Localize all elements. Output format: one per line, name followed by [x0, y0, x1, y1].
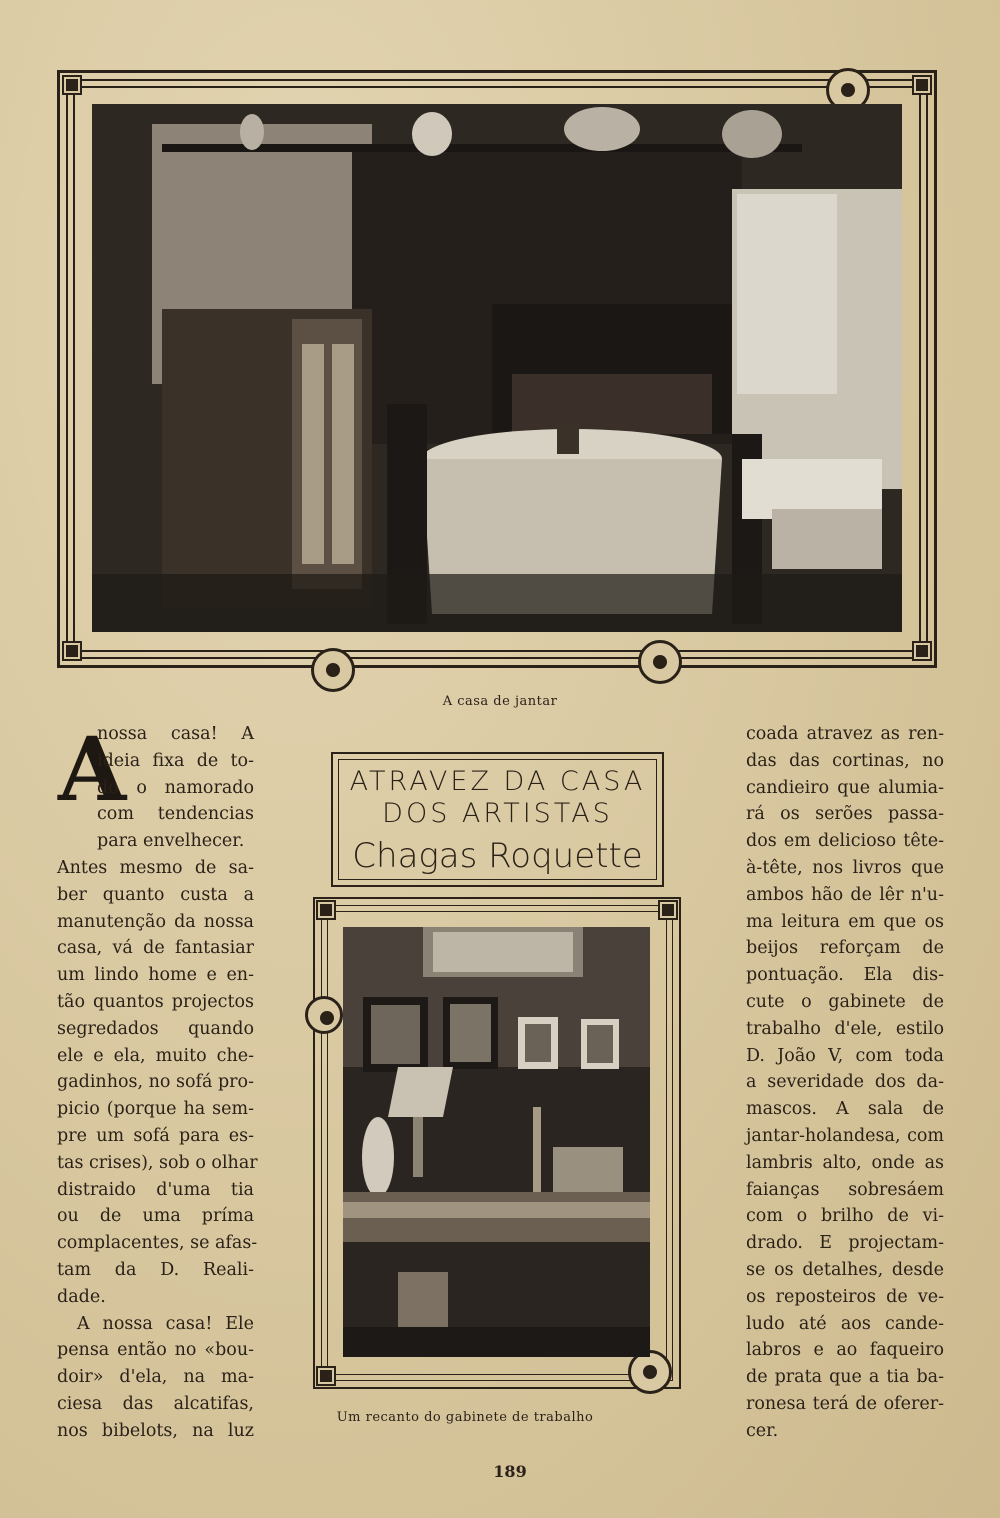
text-line: manutenção da nossa [57, 911, 254, 932]
text-line: ber quanto custa a [57, 884, 254, 905]
text-line: doir» d'ela, na ma- [57, 1367, 254, 1388]
text-line: drado. E projectam- [746, 1233, 944, 1254]
text-line: ideia fixa de to- [97, 750, 254, 771]
text-line: ciesa das alcatifas, [57, 1393, 254, 1414]
frame-corner-square [318, 1368, 334, 1384]
text-line: distraido d'uma tia [57, 1179, 254, 1200]
text-line: rá os serões passa- [746, 804, 944, 825]
text-line: com tendencias [97, 804, 254, 825]
text-line: gadinhos, no sofá pro- [57, 1072, 254, 1093]
text-line: A nossa casa! Ele [77, 1313, 254, 1334]
text-line: tam da D. Reali- [57, 1259, 254, 1280]
text-line: ma leitura em que os [746, 911, 944, 932]
text-line: dade. [57, 1286, 106, 1307]
text-line: beijos reforçam de [746, 938, 944, 959]
text-line: faianças sobresáem [746, 1179, 944, 1200]
flower-ornament-icon [305, 996, 343, 1034]
dining-room-photo-drawing [92, 104, 902, 632]
frame-corner-square [64, 643, 80, 659]
text-line: mascos. A sala de [746, 1099, 944, 1120]
text-line: candieiro que alumia- [746, 777, 944, 798]
article-title-line1: ATRAVEZ DA CASA [349, 766, 646, 797]
flower-ornament-icon [311, 648, 355, 692]
frame-corner-square [64, 77, 80, 93]
text-line: ele e ela, muito che- [57, 1045, 254, 1066]
text-line: picio (porque ha sem- [57, 1099, 254, 1120]
flower-ornament-icon [638, 640, 682, 684]
right-text-column [746, 721, 944, 1445]
text-line: labros e ao faqueiro [746, 1340, 944, 1361]
drop-cap: A [58, 717, 127, 821]
lower-photo-caption: Um recanto do gabinete de trabalho [336, 1410, 594, 1425]
text-line: do o namorado [97, 777, 254, 798]
text-line: jantar-holandesa, com [746, 1125, 944, 1146]
text-line: ronesa terá de oferer- [746, 1393, 944, 1414]
text-line: a severidade dos da- [746, 1072, 944, 1093]
page-number: 189 [493, 1462, 527, 1481]
text-line: os reposteiros de ve- [746, 1286, 944, 1307]
text-line: com o brilho de vi- [746, 1206, 944, 1227]
text-line: complacentes, se afas- [57, 1233, 258, 1254]
text-line: tas crises), sob o olhar [57, 1152, 258, 1173]
text-line: das das cortinas, no [746, 750, 944, 771]
text-line: um lindo home e en- [57, 965, 254, 986]
text-line: D. João V, com toda [746, 1045, 944, 1066]
left-text-column [57, 717, 258, 1445]
text-line: lambris alto, onde as [746, 1152, 944, 1173]
article-author: Chagas Roquette [352, 836, 643, 876]
text-line: tão quantos projectos [57, 991, 254, 1012]
text-line: de prata que a tia ba- [746, 1367, 944, 1388]
text-line: casa, vá de fantasiar [57, 938, 254, 959]
text-line: ambos hão de lêr n'u- [746, 884, 944, 905]
text-line: pre um sofá para es- [57, 1125, 254, 1146]
article-title-line2: DOS ARTISTAS [382, 798, 613, 829]
text-line: nossa casa! A [97, 724, 254, 744]
frame-corner-square [660, 902, 676, 918]
text-line: ou de uma príma [57, 1206, 254, 1227]
frame-corner-square [914, 643, 930, 659]
text-line: trabalho d'ele, estilo [746, 1018, 944, 1039]
text-line: ludo até aos cande- [746, 1313, 944, 1334]
text-line: nos bibelots, na luz [57, 1420, 254, 1441]
text-line: Antes mesmo de sa- [57, 857, 254, 878]
text-line: se os detalhes, desde [746, 1259, 944, 1280]
top-photo-caption: A casa de jantar [442, 694, 558, 709]
frame-corner-square [914, 77, 930, 93]
text-line: segredados quando [57, 1018, 254, 1039]
text-line: para envelhecer. [97, 831, 245, 852]
dining-room-photo [92, 104, 902, 632]
text-line: dos em delicioso tête- [746, 831, 944, 852]
study-room-photo-drawing [343, 927, 650, 1357]
article-title-box [331, 752, 664, 887]
text-line: pensa então no «bou- [57, 1340, 254, 1361]
text-line: coada atravez as ren- [746, 724, 944, 744]
text-line: pontuação. Ela dis- [746, 965, 944, 986]
text-line: cute o gabinete de [746, 991, 944, 1012]
study-room-photo [343, 927, 650, 1357]
text-line: cer. [746, 1420, 779, 1441]
frame-corner-square [318, 902, 334, 918]
text-line: à-tête, nos livros que [746, 857, 944, 878]
